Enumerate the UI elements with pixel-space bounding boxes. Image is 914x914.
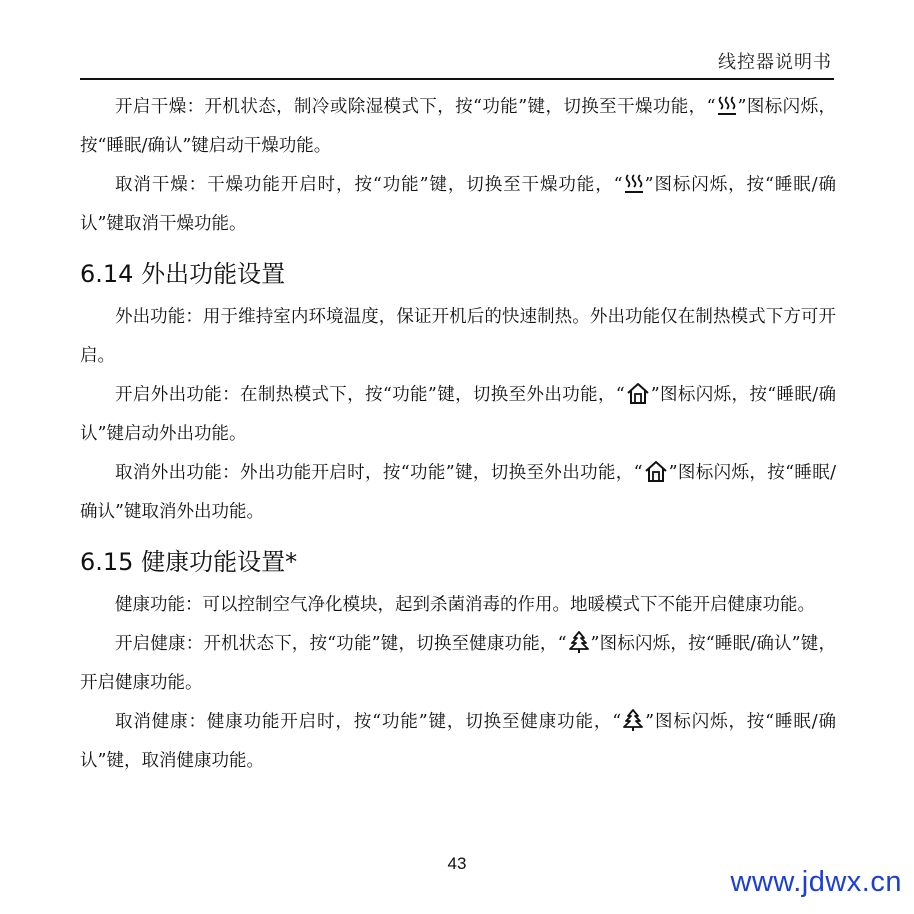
dry-open-text-post: ”图标闪烁，按“睡眠/确认”键启动干燥功能。	[80, 97, 836, 156]
away-open-text-pre: 开启外出功能：在制热模式下，按“功能”键，切换至外出功能，“	[115, 385, 625, 405]
health-open-paragraph	[80, 625, 836, 703]
health-cancel-paragraph	[80, 703, 836, 781]
away-cancel-text-post: ”图标闪烁，按“睡眠/确认”键取消外出功能。	[80, 463, 836, 522]
health-cancel-text-post: ”图标闪烁，按“睡眠/确认”键，取消健康功能。	[80, 712, 836, 771]
dry-cancel-text-pre: 取消干燥：干燥功能开启时，按“功能”键，切换至干燥功能，“	[115, 175, 623, 195]
tree-icon	[568, 630, 590, 654]
home-icon	[626, 381, 650, 405]
away-open-text-post: ”图标闪烁，按“睡眠/确认”键启动外出功能。	[80, 385, 836, 444]
health-cancel-text-pre: 取消健康：健康功能开启时，按“功能”键，切换至健康功能，“	[115, 712, 622, 732]
watermark: www.jdwx.cn	[730, 866, 902, 898]
page-content	[80, 88, 836, 781]
section-heading-6-15: 6.15 健康功能设置*	[80, 548, 298, 576]
away-open-paragraph	[80, 376, 836, 454]
header-divider	[80, 78, 834, 80]
health-desc-paragraph: 健康功能：可以控制空气净化模块，起到杀菌消毒的作用。地暖模式下不能开启健康功能。	[115, 595, 815, 615]
away-cancel-paragraph	[80, 454, 836, 532]
section-heading-6-14: 6.14 外出功能设置	[80, 260, 286, 288]
dry-heat-wave-icon	[717, 95, 737, 117]
dry-open-text-pre: 开启干燥：开机状态，制冷或除湿模式下，按“功能”键，切换至干燥功能，“	[115, 97, 716, 117]
dry-open-paragraph	[80, 88, 836, 166]
health-open-text-post: ”图标闪烁，按“睡眠/确认”键，开启健康功能。	[80, 634, 836, 693]
home-icon	[644, 459, 668, 483]
away-cancel-text-pre: 取消外出功能：外出功能开启时，按“功能”键，切换至外出功能，“	[115, 463, 643, 483]
dry-heat-wave-icon	[624, 173, 644, 195]
page-number: 43	[447, 854, 467, 873]
tree-icon	[622, 708, 644, 732]
dry-cancel-text-post: ”图标闪烁，按“睡眠/确认”键取消干燥功能。	[80, 175, 836, 234]
health-open-text-pre: 开启健康：开机状态下，按“功能”键，切换至健康功能，“	[115, 634, 567, 654]
away-desc-paragraph: 外出功能：用于维持室内环境温度，保证开机后的快速制热。外出功能仅在制热模式下方可开启。	[80, 307, 836, 366]
dry-cancel-paragraph	[80, 166, 836, 244]
header-title: 线控器说明书	[718, 52, 832, 73]
